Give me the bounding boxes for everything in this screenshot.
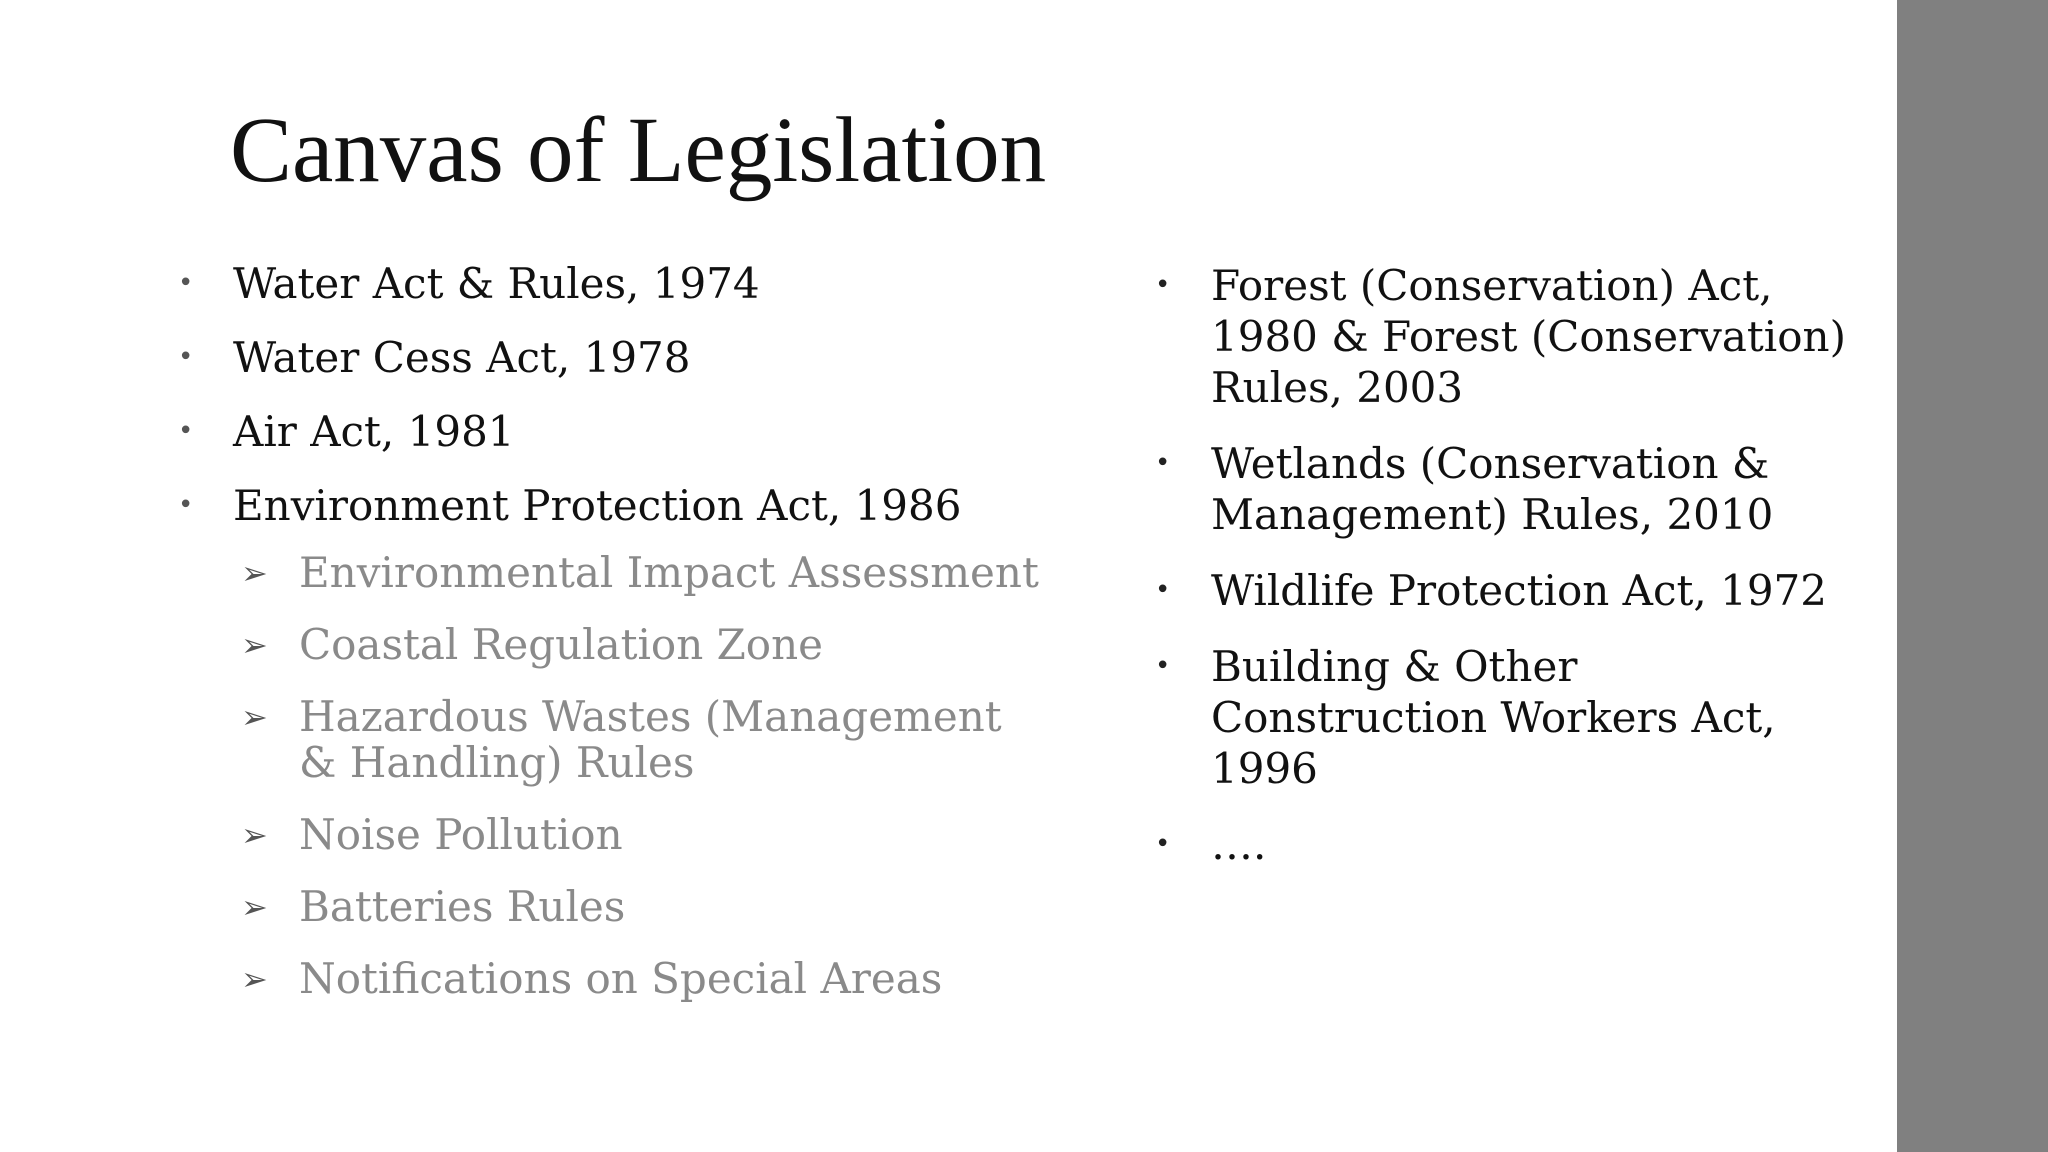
list-item-text: Environment Protection Act, 1986	[233, 481, 962, 530]
bullet-dot-icon: •	[1155, 651, 1171, 681]
right-bullet-list	[1147, 260, 1857, 895]
list-item-text: Wetlands (Conservation & Management) Rules, 2010	[1211, 439, 1774, 539]
bullet-dot-icon: •	[178, 416, 194, 446]
left-bullet-list	[170, 258, 1050, 1028]
bullet-dot-icon: •	[1155, 448, 1171, 478]
list-item	[1147, 260, 1857, 413]
list-item-text: Water Cess Act, 1978	[233, 333, 691, 382]
list-item	[1147, 438, 1857, 540]
list-item	[170, 480, 1050, 531]
arrow-bullet-icon: ➢	[241, 816, 268, 854]
bullet-dot-icon: •	[1155, 829, 1171, 859]
sub-list-item-text: Noise Pollution	[299, 810, 623, 859]
sub-list-item-text: Notifications on Special Areas	[299, 954, 943, 1003]
bullet-dot-icon: •	[178, 268, 194, 298]
list-item-text: Air Act, 1981	[233, 407, 515, 456]
list-item-text: Building & Other Construction Workers Act, 1996	[1211, 642, 1776, 793]
arrow-bullet-icon: ➢	[241, 960, 268, 998]
sub-list-item	[233, 956, 1050, 1002]
sub-list-item	[233, 884, 1050, 930]
arrow-bullet-icon: ➢	[241, 888, 268, 926]
sub-list-item-text: Hazardous Wastes (Management & Handling) Rules	[299, 692, 1002, 787]
bullet-dot-icon: •	[1155, 575, 1171, 605]
list-item-text: Forest (Conservation) Act, 1980 & Forest (Conservation) Rules, 2003	[1211, 261, 1846, 412]
slide-title: Canvas of Legislation	[230, 99, 1047, 202]
sub-list-item	[233, 622, 1050, 668]
sub-list-item	[233, 812, 1050, 858]
list-item-text: ….	[1211, 820, 1267, 869]
list-item-text: Wildlife Protection Act, 1972	[1211, 566, 1827, 615]
list-item-text: Water Act & Rules, 1974	[233, 259, 760, 308]
list-item	[1147, 819, 1857, 870]
side-bar	[1897, 0, 2048, 1152]
sub-list-item-text: Coastal Regulation Zone	[299, 620, 823, 669]
sub-list	[170, 550, 1050, 1002]
sub-list-item	[233, 550, 1050, 596]
sub-list-item	[233, 694, 1050, 786]
arrow-bullet-icon: ➢	[241, 554, 268, 592]
list-item	[1147, 565, 1857, 616]
bullet-dot-icon: •	[178, 490, 194, 520]
arrow-bullet-icon: ➢	[241, 626, 268, 664]
sub-list-item-text: Environmental Impact Assessment	[299, 548, 1039, 597]
list-item	[170, 332, 1050, 383]
sub-list-item-text: Batteries Rules	[299, 882, 626, 931]
list-item	[1147, 641, 1857, 794]
list-item	[170, 258, 1050, 309]
bullet-dot-icon: •	[1155, 270, 1171, 300]
list-item	[170, 406, 1050, 457]
arrow-bullet-icon: ➢	[241, 698, 268, 736]
bullet-dot-icon: •	[178, 342, 194, 372]
